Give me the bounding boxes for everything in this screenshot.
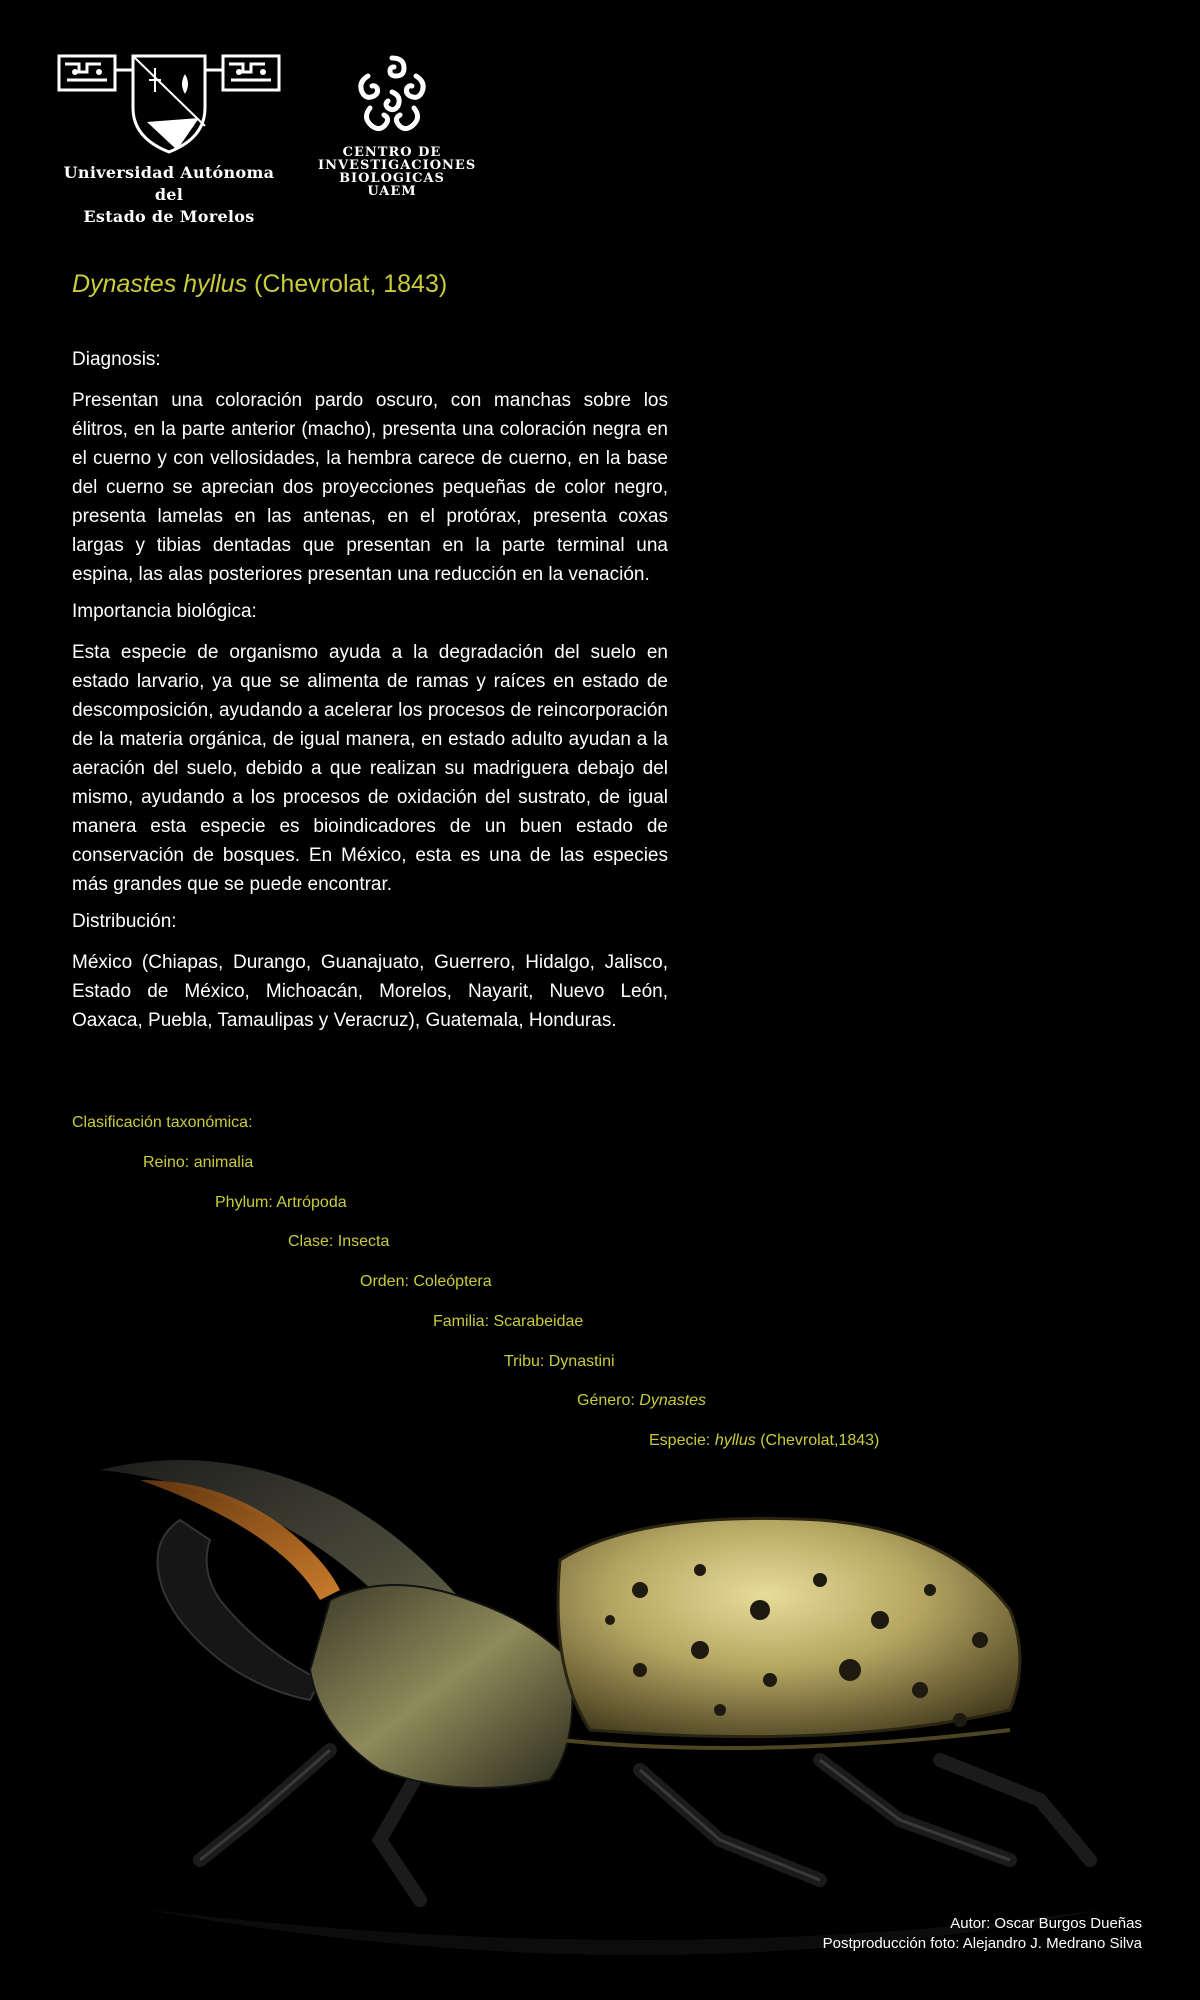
spiral-emblem-icon bbox=[350, 52, 434, 138]
diagnosis-text: Presentan una coloración pardo oscuro, con manchas sobre los élitros, en la parte anterior (macho), presenta una coloración negra en el cuerno y con vellosidades, la hembra carece de cuerno, en la base del cuerno se aprecian dos proyecciones pequeñas de color negro, presenta lamelas en las antenas, en el protórax, presenta coxas largas y tibias dentadas que presentan en la parte terminal una espina, las alas posteriores presentan una reducción en la venación. bbox=[72, 390, 668, 585]
uaem-logo bbox=[54, 50, 284, 228]
cib-logo bbox=[318, 52, 477, 199]
photo-credit: Postproducción foto: Alejandro J. Medrano Silva bbox=[822, 1935, 1142, 1952]
taxonomy-genero-value: Dynastes bbox=[639, 1392, 706, 1409]
taxonomy-orden: Orden: Coleóptera bbox=[360, 1273, 492, 1290]
species-title bbox=[72, 270, 447, 299]
importance-heading: Importancia biológica: bbox=[72, 601, 257, 622]
university-name-line2: Estado de Morelos bbox=[83, 207, 255, 226]
photo-credits bbox=[823, 1914, 1142, 1954]
taxonomy-especie-author: (Chevrolat,1843) bbox=[760, 1432, 880, 1449]
species-author: (Chevrolat, 1843) bbox=[254, 270, 448, 298]
center-name-line2: INVESTIGACIONES bbox=[318, 158, 477, 173]
taxonomy-especie-label: Especie: bbox=[649, 1432, 711, 1449]
taxonomy-especie-value: hyllus bbox=[714, 1432, 756, 1449]
taxonomy-heading: Clasificación taxonómica: bbox=[72, 1114, 253, 1131]
taxonomy-reino: Reino: animalia bbox=[143, 1154, 254, 1171]
distribution-heading: Distribución: bbox=[72, 911, 177, 932]
uaem-crest-icon bbox=[57, 50, 281, 154]
center-name-line1: CENTRO DE bbox=[342, 145, 442, 160]
taxonomy-familia: Familia: Scarabeidae bbox=[433, 1313, 584, 1330]
species-scientific-name: Dynastes hyllus bbox=[72, 270, 248, 298]
taxonomy-tribu: Tribu: Dynastini bbox=[504, 1353, 615, 1370]
author-credit: Autor: Oscar Burgos Dueñas bbox=[950, 1915, 1142, 1932]
importance-text: Esta especie de organismo ayuda a la degradación del suelo en estado larvario, ya que se alimenta de ramas y raíces en estado de descomposición, ayudando a acelerar los procesos de reincorporación de la materia orgánica, de igual manera, en estado adulto ayudan a la aeración del suelo, debido a que realizan su madriguera debajo del mismo, ayudando a los procesos de oxidación del sustrato, de igual manera esta especie es bioindicadores de un buen estado de conservación de bosques. En México, esta es una de las especies más grandes que se puede encontrar. bbox=[72, 642, 668, 895]
taxonomy-phylum: Phylum: Artrópoda bbox=[215, 1194, 347, 1211]
distribution-text: México (Chiapas, Durango, Guanajuato, Guerrero, Hidalgo, Jalisco, Estado de México, Michoacán, Morelos, Nayarit, Nuevo León, Oaxaca, Puebla, Tamaulipas y Veracruz), Guatemala, Honduras. bbox=[72, 952, 668, 1031]
species-description bbox=[72, 345, 668, 1043]
taxonomy-genero bbox=[577, 1392, 706, 1410]
university-name-line1: Universidad Autónoma del bbox=[63, 163, 275, 204]
center-name-line4: UAEM bbox=[367, 184, 417, 199]
taxonomy-genero-label: Género: bbox=[577, 1392, 635, 1409]
center-name-line3: BIOLOGICAS bbox=[339, 171, 445, 186]
taxonomy-clase: Clase: Insecta bbox=[288, 1233, 390, 1250]
diagnosis-heading: Diagnosis: bbox=[72, 349, 161, 370]
